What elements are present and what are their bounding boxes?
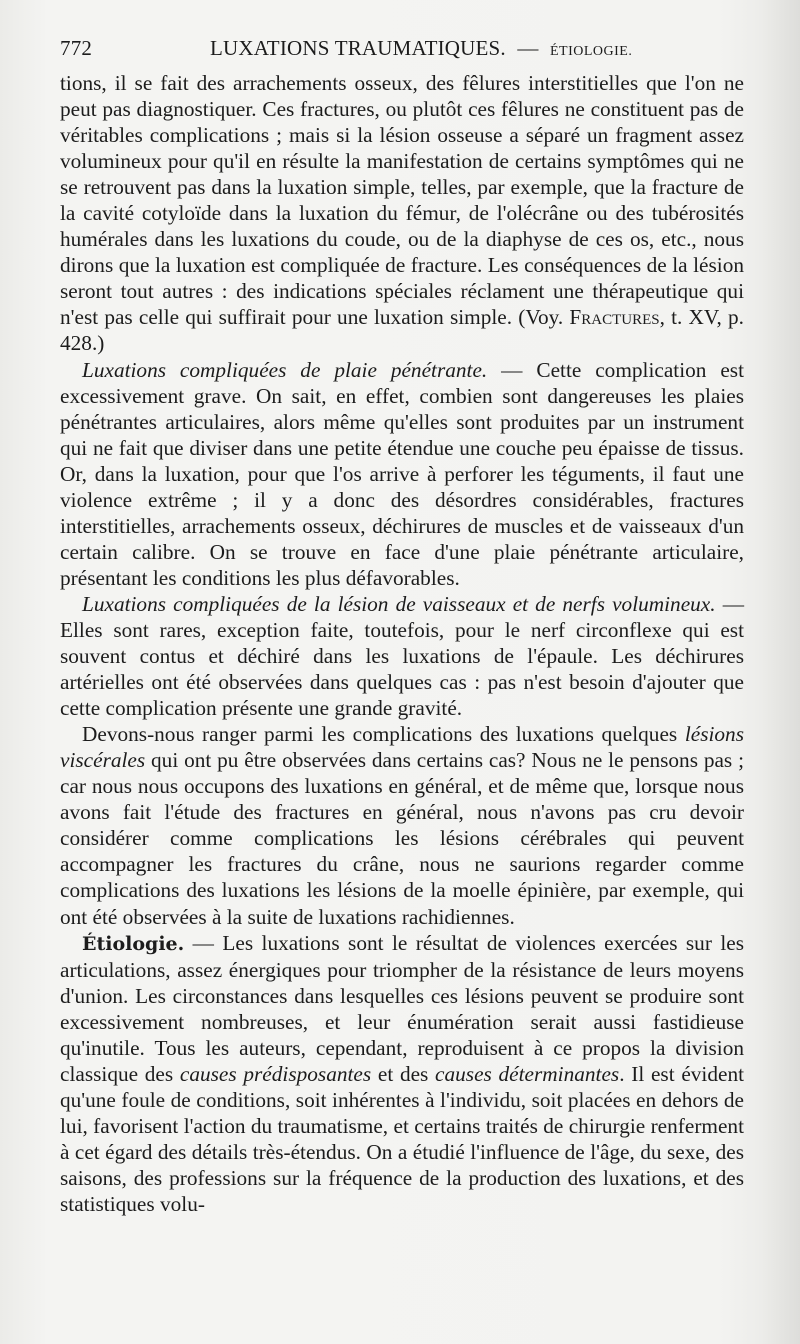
paragraph-text: et des [371,1061,436,1086]
paragraph-text: . Il est évident qu'une foule de conditions, soit inhérentes à l'individu, soit placées en dehors de lui, favorisent l'action du traumatisme, et certains traités de chirurgie renferment à cet égard des détails très-étendus. On a étudié l'influence de l'âge, du sexe, des saisons, des professions sur la fréquence de la production des luxations, et des statistiques volu- [60,1061,745,1217]
body-text [60,70,744,1217]
paragraph-fractures [60,70,744,357]
italic-term: causes prédisposantes [179,1061,372,1086]
page-number: 772 [60,36,93,60]
section-heading: Étiologie. [82,932,185,955]
paragraph-etiologie [60,930,744,1218]
paragraph-text: tions, il se fait des arrachements osseux, des fêlures interstitielles que l'on ne peut pas diagnostiquer. Ces fractures, ou plutôt ces fêlures ne constituent pas de véritables complications ; mais si la lésion osseuse a séparé un fragment assez volumineux pour qu'il en résulte la manifestation de certains symptômes qui ne se retrouvent pas dans la luxation simple, telles, par exemple, que la fracture de la cavité cotyloïde dans la luxation du fémur, de l'olécrâne ou des tubérosités humérales dans les luxations du coude, ou de la diaphyse de ces os, etc., nous dirons que la luxation est compliquée de fracture. Les conséquences de la lésion seront tout autres : des indications spéciales réclament une thérapeutique qui n'est pas celle qui suffirait pour une luxation simple. (Voy. [60,71,744,330]
paragraph-text: Devons-nous ranger parmi les complications des luxations quelques [82,722,685,747]
running-title-text: LUXATIONS TRAUMATIQUES. [210,36,506,60]
cross-reference: Fractures [569,305,660,330]
paragraph-visceral [60,721,744,929]
paragraph-text: — Elles sont rares, exception faite, toutefois, pour le nerf circonflexe qui est souvent contus et déchiré dans les luxations de l'épaule. Les déchirures artérielles ont été observées dans quelques cas : pas n'est besoin d'ajouter que cette complication présente une grande gravité. [60,591,745,721]
paragraph-heading: Luxations compliquées de la lésion de vaisseaux et de nerfs volumineux. [82,591,716,616]
paragraph-text: qui ont pu être observées dans certains cas? Nous ne le pensons pas ; car nous nous occupons des luxations en général, et de même que, lorsque nous avons fait l'étude des fractures en général, nous n'avons pas cru devoir considérer comme complications les lésions cérébrales qui peuvent accompagner les fractures du crâne, nous ne saurions regarder comme complications des luxations les lésions de la moelle épinière, par exemple, qui ont été observées à la suite de luxations rachidiennes. [60,748,744,929]
paragraph-text: — Cette complication est excessivement grave. On sait, en effet, combien sont dangereuses les plaies pénétrantes articulaires, alors même qu'elles sont produites par un instrument qui ne fait que diviser dans une petite étendue une couche peu épaisse de tissus. Or, dans la luxation, pour que l'os arrive à perforer les téguments, il faut une violence extrême ; il y a donc des désordres considérables, fractures interstitielles, arrachements osseux, déchirures de muscles et de vaisseaux d'un certain calibre. On se trouve en face d'une plaie pénétrante articulaire, présentant les conditions les plus défavorables. [60,357,744,590]
page-edge-shadow [760,0,800,1344]
paragraph-heading: Luxations compliquées de plaie pénétrante. [82,357,488,382]
italic-term: lésions viscérales [60,722,744,773]
header-dash: — [517,36,539,60]
paragraph-vaisseaux [60,591,744,721]
running-title [210,36,632,61]
paragraph-text: — Les luxations sont le résultat de violences exercées sur les articulations, assez énergiques pour triompher de la résistance de leurs moyens d'union. Les circonstances dans lesquelles ces lésions peuvent se produire sont excessivement nombreuses, et leur énumération serait aussi fastidieuse qu'inutile. Tous les auteurs, cependant, reproduisent à ce propos la division classique des [60,930,744,1086]
italic-term: causes déterminantes [435,1061,620,1086]
paragraph-text: , t. XV, p. 428.) [60,305,744,356]
section-label: ÉTIOLOGIE. [550,44,633,59]
running-header [60,36,740,64]
paragraph-plaie [60,357,744,591]
